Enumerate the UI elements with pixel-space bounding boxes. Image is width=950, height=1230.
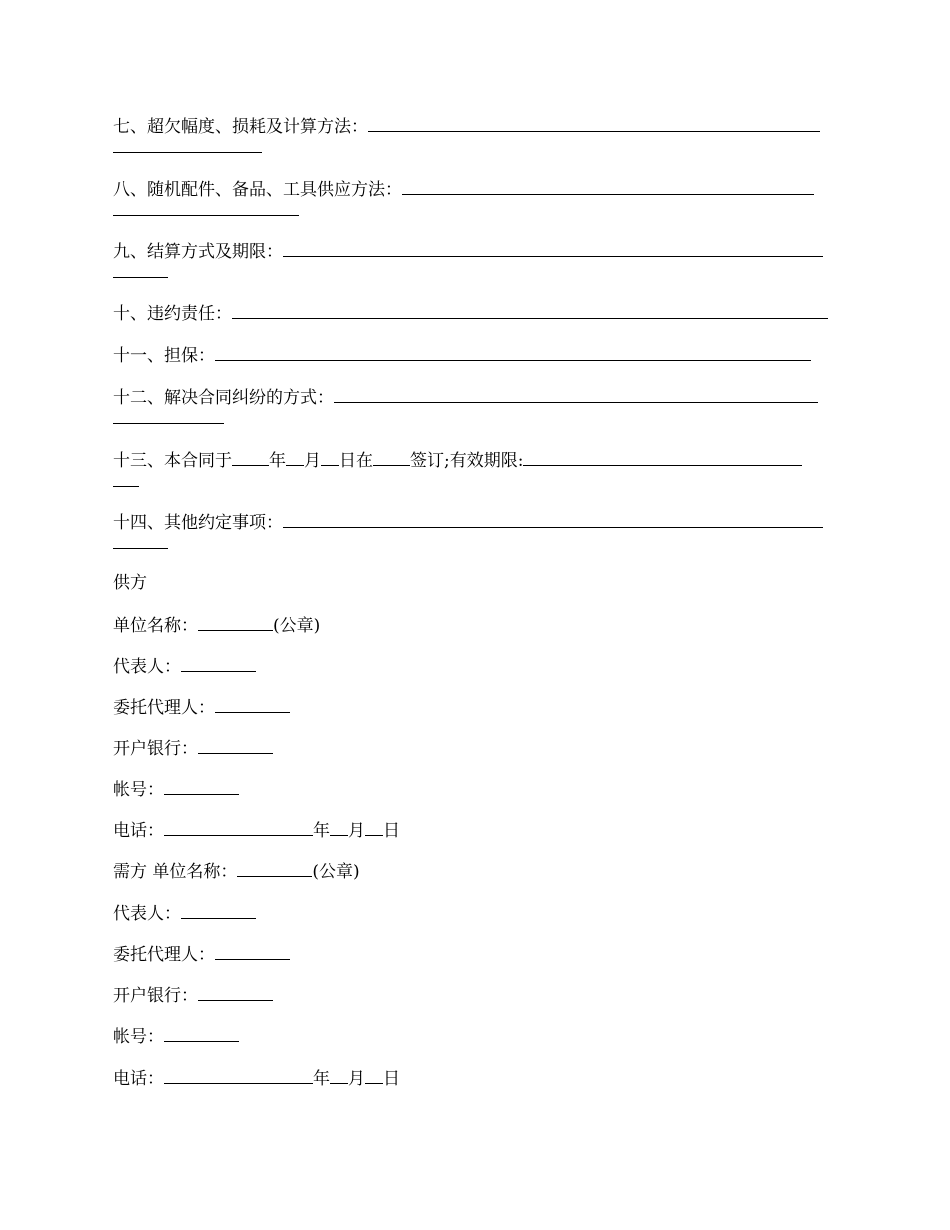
clause-12-blank — [334, 385, 818, 403]
clause-11-label: 十一、担保： — [113, 346, 215, 366]
buyer-account — [113, 1024, 239, 1048]
supplier-account-label: 帐号： — [113, 780, 164, 800]
clause-7-blank-continued — [113, 152, 262, 153]
clause-9-blank — [283, 239, 823, 257]
buyer-account-blank — [164, 1024, 239, 1042]
buyer-seal: (公章) — [312, 862, 360, 882]
clause-13-blank-continued — [113, 486, 139, 487]
clause-13-year-blank — [232, 448, 269, 466]
clause-11 — [113, 343, 811, 367]
clause-13-day-at: 日在 — [339, 451, 373, 471]
supplier-bank-label: 开户银行： — [113, 739, 198, 759]
clause-12 — [113, 385, 818, 409]
clause-12-blank-continued — [113, 423, 224, 424]
clause-14-blank-continued — [113, 548, 168, 549]
buyer-agent — [113, 942, 290, 966]
buyer-agent-label: 委托代理人： — [113, 945, 215, 965]
supplier-seal: (公章) — [273, 616, 321, 636]
buyer-month: 月 — [348, 1069, 365, 1089]
supplier-representative — [113, 654, 256, 678]
buyer-representative — [113, 901, 256, 925]
clause-8-blank — [402, 177, 814, 195]
clause-13-month-blank — [286, 448, 304, 466]
clause-13-prefix: 十三、本合同于 — [113, 451, 232, 471]
clause-11-blank — [215, 343, 811, 361]
supplier-heading — [113, 572, 147, 594]
clause-8 — [113, 177, 814, 201]
clause-7-label: 七、超欠幅度、损耗及计算方法： — [113, 117, 368, 137]
clause-14-label: 十四、其他约定事项： — [113, 513, 283, 533]
supplier-account-blank — [164, 777, 239, 795]
clause-13-month: 月 — [304, 451, 321, 471]
supplier-day-blank — [365, 818, 383, 836]
clause-13 — [113, 448, 802, 472]
buyer-bank — [113, 983, 273, 1007]
clause-7 — [113, 114, 820, 138]
clause-8-label: 八、随机配件、备品、工具供应方法： — [113, 180, 402, 200]
supplier-unit-name — [113, 613, 320, 637]
buyer-unit-name — [113, 859, 360, 883]
buyer-month-blank — [330, 1066, 348, 1084]
buyer-unit-name-label: 需方 单位名称： — [113, 862, 238, 882]
clause-12-label: 十二、解决合同纠纷的方式： — [113, 388, 334, 408]
buyer-bank-label: 开户银行： — [113, 986, 198, 1006]
supplier-phone-blank — [164, 818, 313, 836]
buyer-representative-blank — [181, 901, 256, 919]
clause-13-place-blank — [373, 448, 410, 466]
supplier-phone-label: 电话： — [113, 821, 164, 841]
buyer-year: 年 — [313, 1069, 330, 1089]
clause-14 — [113, 510, 823, 534]
supplier-account — [113, 777, 239, 801]
supplier-phone — [113, 818, 400, 842]
supplier-agent-blank — [215, 695, 290, 713]
supplier-year: 年 — [313, 821, 330, 841]
clause-9 — [113, 239, 823, 263]
supplier-heading-text: 供方 — [113, 573, 147, 593]
clause-10 — [113, 301, 828, 325]
clause-10-label: 十、违约责任： — [113, 304, 232, 324]
supplier-bank-blank — [198, 736, 273, 754]
supplier-unit-name-label: 单位名称： — [113, 616, 198, 636]
supplier-agent — [113, 695, 290, 719]
buyer-phone — [113, 1066, 400, 1090]
buyer-account-label: 帐号： — [113, 1027, 164, 1047]
buyer-bank-blank — [198, 983, 273, 1001]
supplier-unit-name-blank — [198, 613, 273, 631]
clause-13-signed: 签订;有效期限: — [410, 451, 524, 471]
supplier-month: 月 — [348, 821, 365, 841]
buyer-day: 日 — [383, 1069, 400, 1089]
buyer-phone-label: 电话： — [113, 1069, 164, 1089]
supplier-representative-blank — [181, 654, 256, 672]
clause-14-blank — [283, 510, 823, 528]
clause-8-blank-continued — [113, 215, 299, 216]
clause-13-term-blank — [523, 448, 802, 466]
clause-13-year: 年 — [269, 451, 286, 471]
clause-10-blank — [232, 301, 828, 319]
supplier-month-blank — [330, 818, 348, 836]
supplier-representative-label: 代表人： — [113, 657, 181, 677]
clause-7-blank — [368, 114, 820, 132]
buyer-phone-blank — [164, 1066, 313, 1084]
supplier-agent-label: 委托代理人： — [113, 698, 215, 718]
clause-13-day-blank — [321, 448, 339, 466]
buyer-representative-label: 代表人： — [113, 904, 181, 924]
buyer-agent-blank — [215, 942, 290, 960]
supplier-bank — [113, 736, 273, 760]
clause-9-label: 九、结算方式及期限： — [113, 242, 283, 262]
supplier-day: 日 — [383, 821, 400, 841]
clause-9-blank-continued — [113, 277, 168, 278]
buyer-unit-name-blank — [237, 859, 312, 877]
buyer-day-blank — [365, 1066, 383, 1084]
